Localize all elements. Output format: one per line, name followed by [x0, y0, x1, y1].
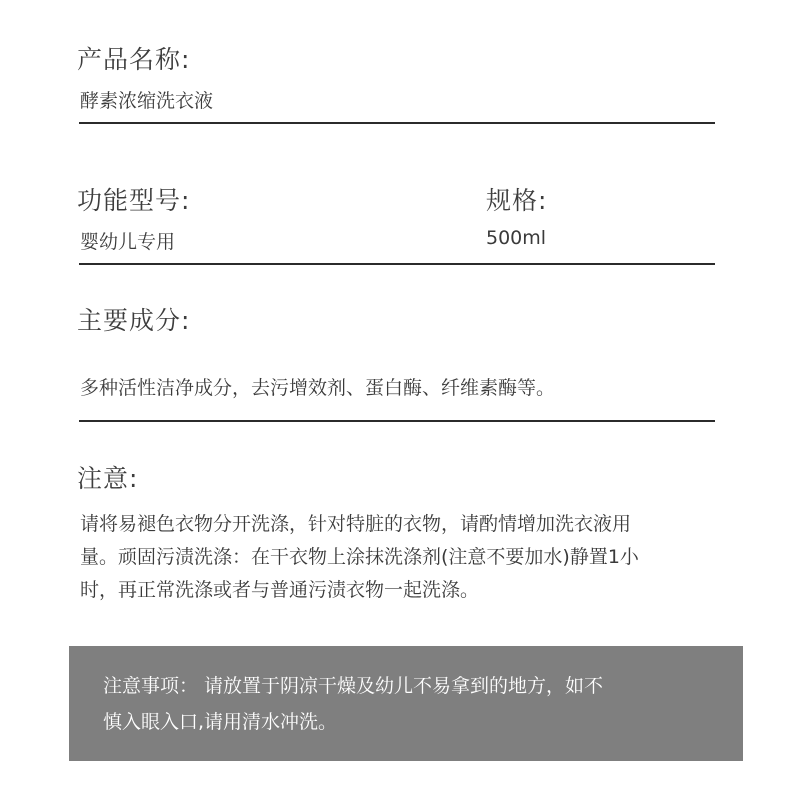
- ingredients-value: 多种活性洁净成分，去污增效剂、蛋白酶、纤维素酶等。: [80, 377, 556, 399]
- divider: [79, 122, 715, 124]
- notice-line: 注意事项： 请放置于阴凉干燥及幼儿不易拿到的地方，如不: [103, 675, 604, 697]
- notice-text: [103, 668, 603, 740]
- product-name-label: 产品名称:: [77, 45, 191, 74]
- ingredients-label: 主要成分:: [77, 306, 191, 335]
- function-type-value: 婴幼儿专用: [80, 231, 176, 253]
- divider: [79, 420, 715, 422]
- spec-value: 500ml: [486, 227, 547, 249]
- divider: [79, 263, 715, 265]
- function-type-label: 功能型号:: [77, 186, 191, 215]
- product-name-value: 酵素浓缩洗衣液: [80, 90, 214, 112]
- caution-line: 请将易褪色衣物分开洗涤，针对特脏的衣物，请酌情增加洗衣液用: [80, 513, 632, 535]
- notice-box: [69, 646, 743, 761]
- caution-label: 注意:: [77, 464, 139, 493]
- caution-text: [80, 508, 639, 607]
- spec-label: 规格:: [486, 186, 548, 215]
- notice-line: 慎入眼入口,请用清水冲洗。: [103, 711, 338, 733]
- caution-line: 量。顽固污渍洗涤：在干衣物上涂抹洗涤剂(注意不要加水)静置1小: [80, 546, 639, 568]
- caution-line: 时，再正常洗涤或者与普通污渍衣物一起洗涤。: [80, 579, 480, 601]
